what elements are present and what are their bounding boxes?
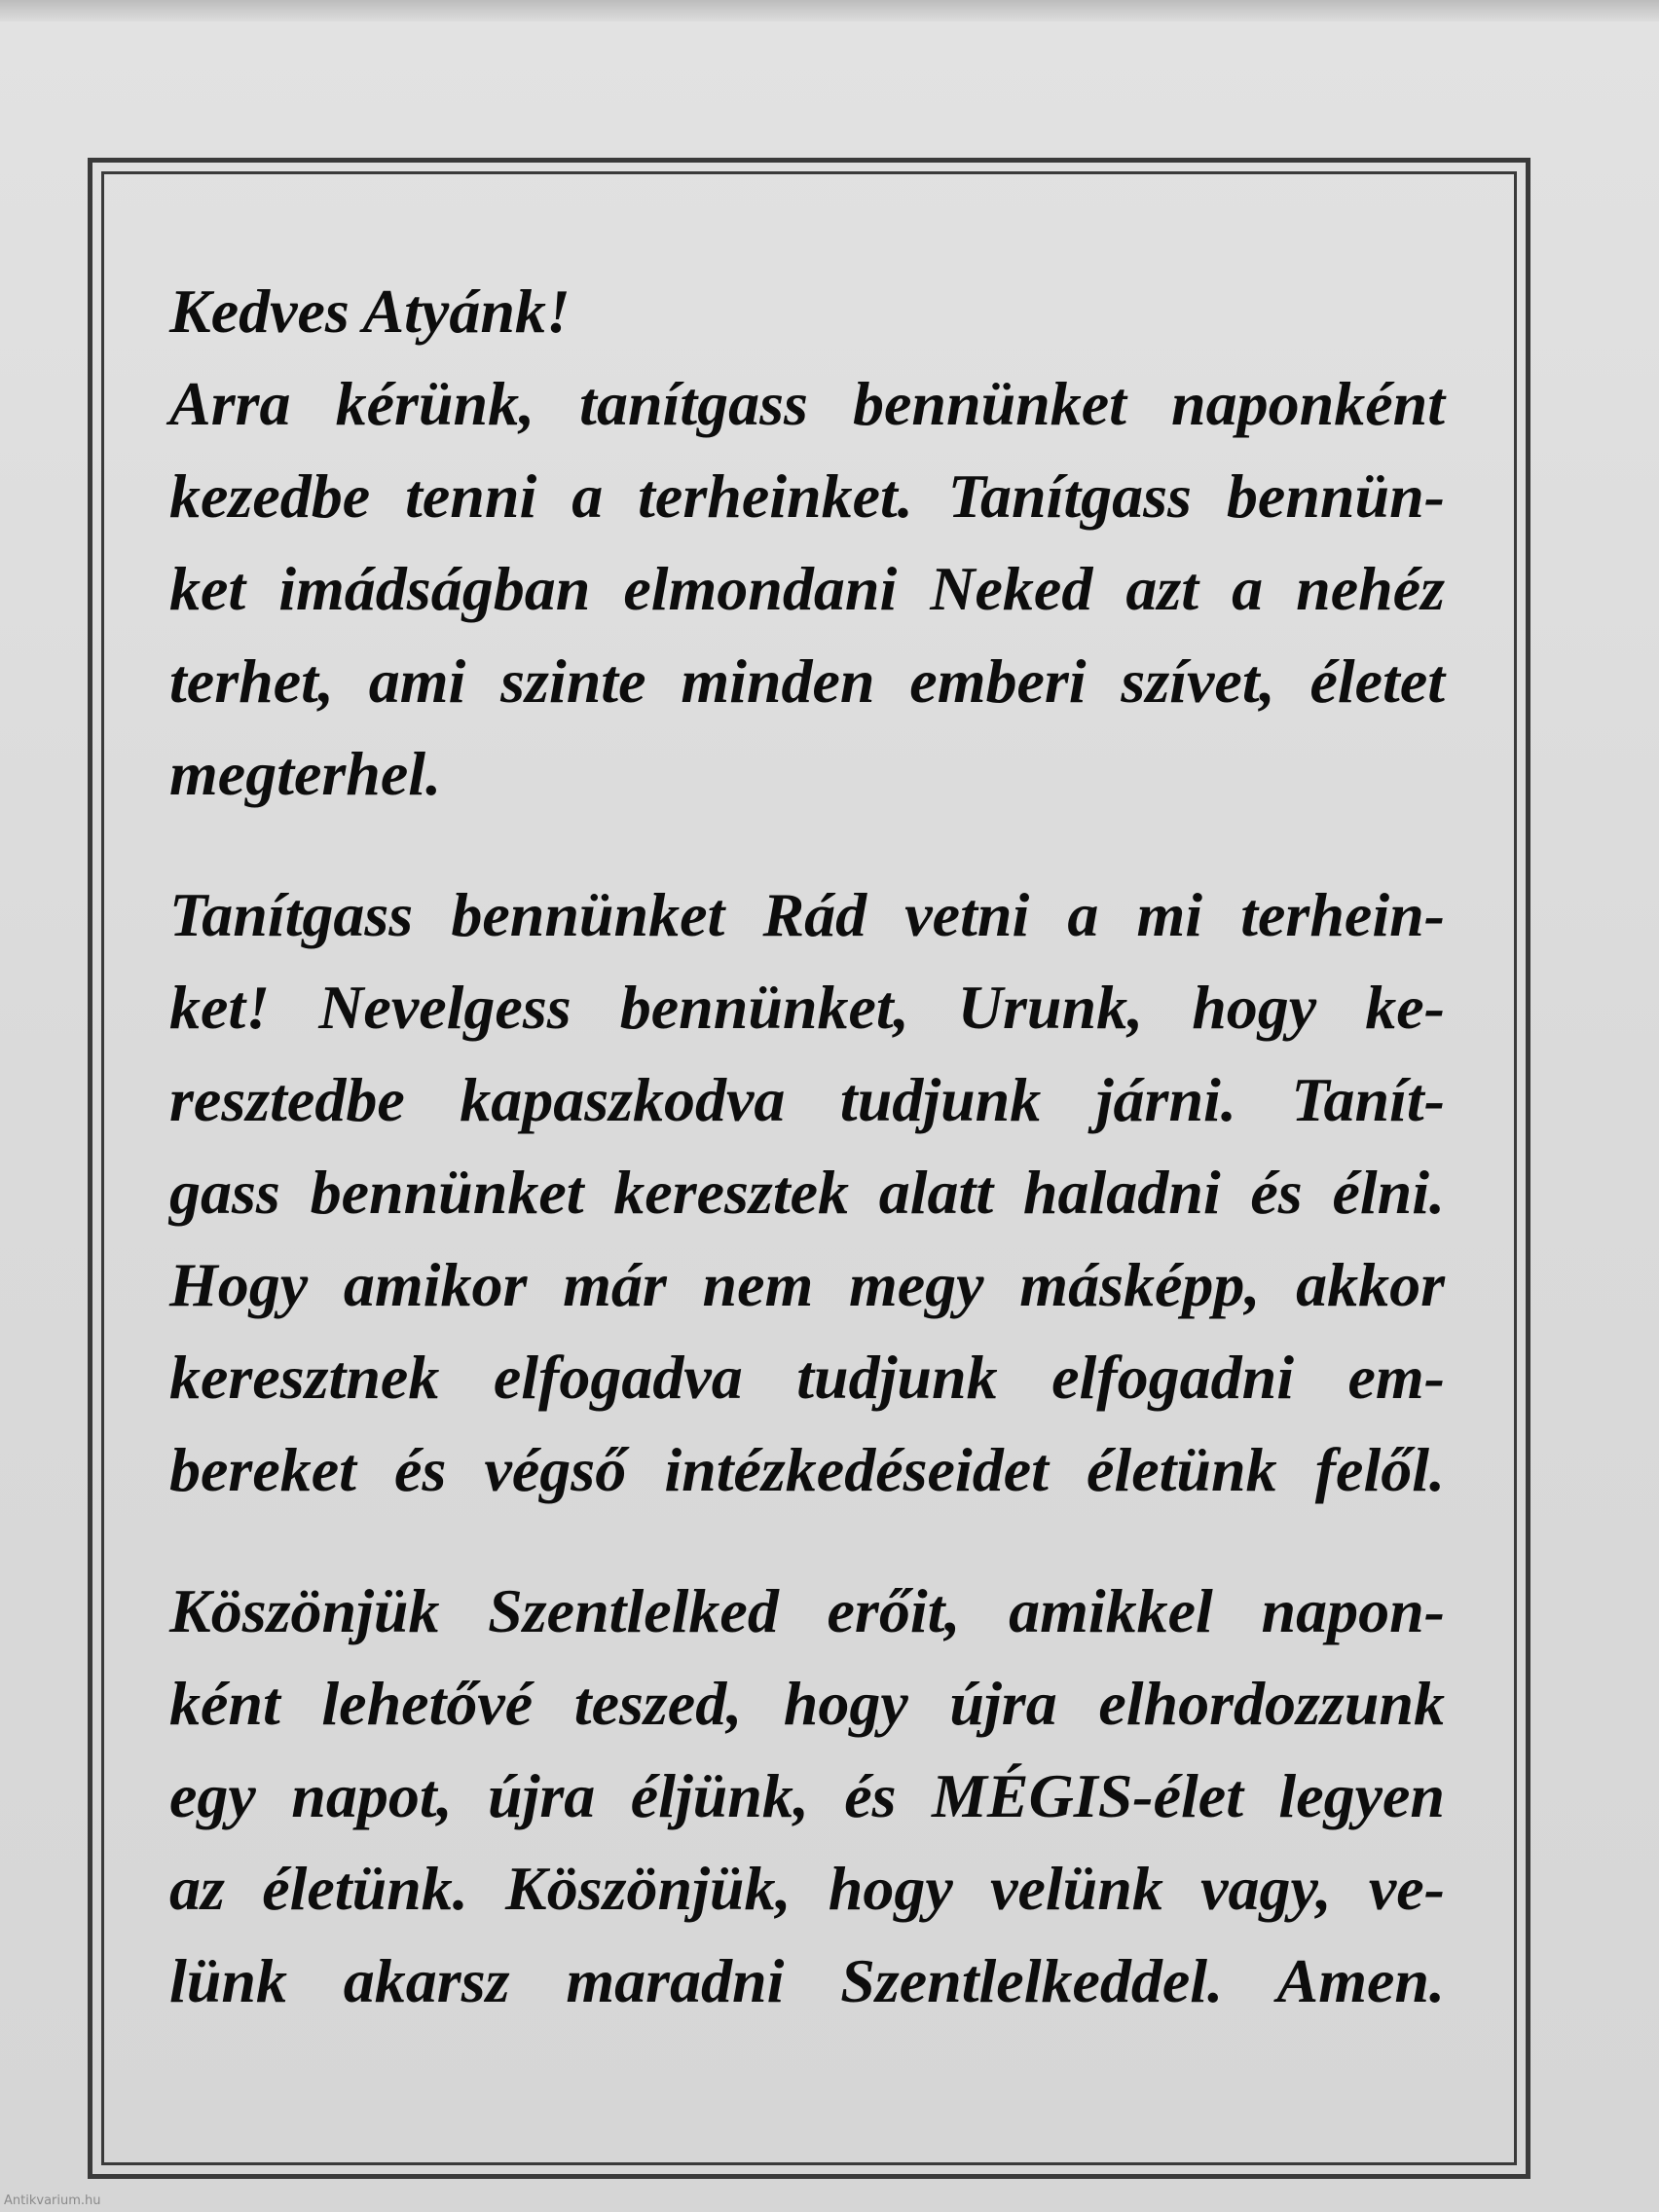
prayer-text xyxy=(169,265,1445,2027)
paragraph-spacer xyxy=(169,820,1445,868)
paragraph2-line: resztedbe kapaszkodva tudjunk járni. Tanít- xyxy=(169,1065,1445,1134)
paragraph2-line: ket! Nevelgess bennünket, Urunk, hogy ke- xyxy=(169,973,1445,1042)
paragraph3-line: lünk akarsz maradni Szentlelkeddel. Amen. xyxy=(169,1946,1445,2015)
paragraph1-line: ket imádságban elmondani Neked azt a nehéz xyxy=(169,554,1445,623)
paragraph1-line: terhet, ami szinte minden emberi szívet, életet xyxy=(169,646,1445,716)
paragraph2-line: gass bennünket keresztek alatt haladni és élni. xyxy=(169,1158,1445,1227)
paragraph3-line: ként lehetővé teszed, hogy újra elhordozzunk xyxy=(169,1669,1445,1738)
paragraph3-line: az életünk. Köszönjük, hogy velünk vagy, ve- xyxy=(169,1854,1445,1923)
paragraph3-line: egy napot, újra éljünk, és MÉGIS-élet legyen xyxy=(169,1761,1445,1830)
page-top-edge xyxy=(0,0,1659,21)
paragraph2-line: bereket és végső intézkedéseidet életünk felől. xyxy=(169,1435,1445,1504)
watermark: Antikvarium.hu xyxy=(4,2194,101,2208)
salutation: Kedves Atyánk! xyxy=(169,276,571,346)
paragraph1-line: megterhel. xyxy=(169,739,442,808)
paragraph3-line: Köszönjük Szentlelked erőit, amikkel napon- xyxy=(169,1576,1445,1645)
paragraph2-line: Tanítgass bennünket Rád vetni a mi terhein- xyxy=(169,880,1445,949)
paragraph1-line: kezedbe tenni a terheinket. Tanítgass bennün- xyxy=(169,461,1445,531)
paragraph2-line: Hogy amikor már nem megy másképp, akkor xyxy=(169,1250,1445,1319)
paragraph2-line: keresztnek elfogadva tudjunk elfogadni em- xyxy=(169,1343,1445,1412)
paragraph-spacer xyxy=(169,1516,1445,1565)
paragraph1-line: Arra kérünk, tanítgass bennünket naponként xyxy=(169,369,1445,438)
